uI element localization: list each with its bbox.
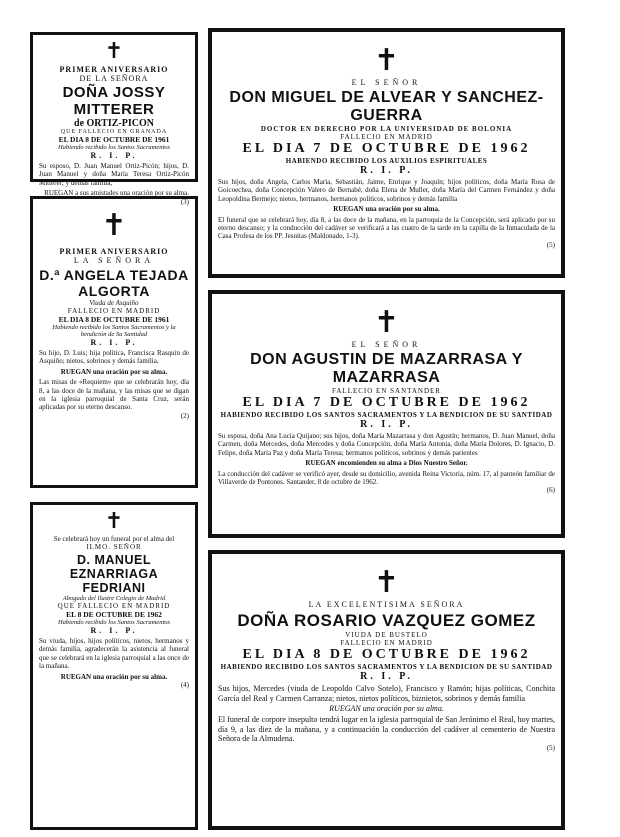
notice-body-2: El funeral de corpore insepulto tendrá lugar en la iglesia parroquial de San Jerónimo el Real, hoy martes, día 9, a las diez de la mañana, y a continuación la conducción del cadáver al cementerio de Nuestra Señora de la Almudena. (218, 715, 555, 744)
notice-body: Su esposa, doña Ana Lucia Quijano; sus hijos, doña María Mazarrasa y don Agustín; hermanos, D. Juan Manuel, doña Carmen, doña Mercedes, doña Mercedes y doña Concepción, doña María Antonia, doña María Dolores, D. Ignacio, D. Felipe, doña María Paz y doña María Teresa; hermanos políticos, sobrinos y demás parientes (218, 432, 555, 457)
notice-heading: PRIMER ANIVERSARIO (59, 65, 169, 74)
notice-ruegan: RUEGAN una oración por su alma. (333, 205, 440, 214)
notice-date: EL DIA 8 DE OCTUBRE DE 1961 (58, 315, 170, 324)
notice-number: (5) (546, 743, 555, 752)
notice-name-2: FEDRIANI (82, 581, 146, 595)
notice-body: Sus hijos, doña Angela, Carlos María, Sebastián, Jaime, Enrique y Joaquín; hijos políticos, doña María Rosa de Goicoechea, doña Concepción Valero de Bernabé, doña Elena de Muller, doña María del Carmen Fernández y doña Leopoldina Bermejo; nietos, hermanos, hermanos políticos, sobrinos y demás familia (218, 178, 555, 203)
notice-note: Habiendo recibido los Santos Sacramentos (57, 144, 171, 151)
notice-tejada (30, 196, 198, 488)
notice-number: (3) (180, 197, 189, 206)
notice-number: (6) (546, 486, 555, 495)
notice-number: (5) (546, 240, 555, 249)
notice-fallecio: QUE FALLECIO EN MADRID (57, 602, 171, 610)
notice-ruegan: RUEGAN una oración por su alma. (60, 367, 168, 376)
notice-heading: Se celebrará hoy un funeral por el alma del (53, 535, 175, 543)
notice-ruegan: RUEGAN a sus amistades una oración por su alma. (44, 189, 189, 198)
notice-sub: LA SEÑORA (73, 256, 155, 265)
notice-name: DOÑA ROSARIO VAZQUEZ GOMEZ (237, 611, 536, 630)
notice-ruegan: RUEGAN encomienden su alma a Dios Nuestro Señor. (305, 459, 468, 468)
cross-icon: ✝ (373, 565, 400, 600)
notice-note: HABIENDO RECIBIDO LOS SANTOS SACRAMENTOS Y LA BENDICION DE SU SANTIDAD (220, 411, 553, 419)
notice-note: Habiendo recibido los Santos Sacramentos y la bendición de Su Santidad (52, 324, 176, 338)
notice-number: (2) (180, 411, 189, 420)
notice-ruegan: RUEGAN una oración por su alma. (60, 672, 168, 681)
cross-icon: ✝ (104, 509, 124, 534)
notice-note: Habiendo recibido los Santos Sacramentos (57, 619, 171, 626)
notice-rip: R. I. P. (360, 671, 413, 682)
notice-body-2: Las misas de «Requiem» que se celebrarán hoy, día 8, a las doce de la mañana, y las misas que se digan en la iglesia parroquial de Santa Cruz, serán aplicadas por su eterno descanso. (39, 378, 189, 412)
notice-rip: R. I. P. (90, 151, 138, 160)
notice-fallecio: FALLECIO EN MADRID (67, 307, 161, 315)
notice-heading: EL SEÑOR (351, 340, 422, 349)
notice-date: EL DIA 7 DE OCTUBRE DE 1962 (242, 395, 531, 410)
notice-heading: PRIMER ANIVERSARIO (59, 247, 169, 256)
notice-heading: LA EXCELENTISIMA SEÑORA (308, 600, 465, 609)
notice-note: HABIENDO RECIBIDO LOS SANTOS SACRAMENTOS Y LA BENDICION DE SU SANTIDAD (220, 663, 553, 671)
notice-body: Sus hijos, Mercedes (viuda de Leopoldo Calvo Sotelo), Francisco y Ramón; hijas políticas, Conchita García del Real y Carmen Carranza; nietos, nietos políticos, biznietos, sobrinos y demás familia (218, 684, 555, 703)
notice-mitterer (30, 32, 198, 206)
notice-eznarriaga (30, 502, 198, 830)
notice-info: Viuda de Asquiño (89, 299, 139, 307)
notice-number: (4) (180, 681, 189, 690)
notice-fallecio: FALLECIO EN MADRID (340, 639, 433, 647)
notice-sub: ILMO. SEÑOR (86, 543, 142, 551)
notice-name: DON AGUSTIN DE MAZARRASA Y MAZARRASA (250, 351, 523, 386)
notice-body: Su esposo, D. Juan Manuel Ortiz-Picón; hijos, D. Juan Manuel y doña María Teresa Ortiz-Picón Mitterer; y demás familia, (39, 162, 189, 187)
notice-body: Su hijo, D. Luis; hija política, Francisca Rasquin de Asquiño; nietos, sobrinos y demás familia, (39, 349, 189, 366)
notice-sub: DE LA SEÑORA (79, 74, 149, 83)
notice-mazarrasa (208, 290, 565, 538)
notice-info: VIUDA DE BUSTELO (345, 631, 428, 639)
notice-date: EL DIA 8 DE OCTUBRE DE 1962 (242, 647, 531, 662)
notice-note: HABIENDO RECIBIDO LOS AUXILIOS ESPIRITUALES (285, 157, 488, 165)
notice-heading: EL SEÑOR (351, 78, 422, 87)
notice-body-2: El funeral que se celebrará hoy, día 8, a las doce de la mañana, en la parroquia de la Concepción, será aplicado por su eterno descanso; y la conducción del cadáver se verificará a las cuatro de la tarde en la capilla de la Inmaculada de la Casa Profesa de los PP. Jesuitas (Maldonado, 1-3). (218, 215, 555, 241)
notice-ruegan: RUEGAN una oración por su alma. (329, 704, 444, 713)
notice-name: DOÑA JOSSY MITTERER (62, 84, 166, 118)
notice-fallecio: FALLECIO EN SANTANDER (332, 387, 441, 395)
notice-date: EL DIA 8 DE OCTUBRE DE 1961 (58, 135, 170, 144)
notice-rip: R. I. P. (360, 419, 413, 430)
notice-info: Abogado del Ilustre Colegio de Madrid (62, 595, 166, 602)
notice-body-2: La conducción del cadáver se verificó ayer, desde su domicilio, avenida Reina Victoria, núm. 17, al panteón familiar de Villaverde de Pontones. Santander, 8 de octubre de 1962. (218, 469, 555, 487)
cross-icon: ✝ (373, 43, 400, 78)
notice-info: QUE FALLECIO EN GRANADA (60, 129, 168, 135)
notice-alvear (208, 28, 565, 278)
notice-name-2: ALGORTA (78, 283, 150, 299)
notice-name: D. MANUEL EZNARRIAGA (69, 553, 159, 581)
notice-vazquez (208, 550, 565, 830)
notice-date: EL 8 DE OCTUBRE DE 1962 (66, 610, 162, 619)
notice-name-2: de ORTIZ-PICON (74, 118, 154, 129)
cross-icon: ✝ (373, 305, 400, 340)
notice-rip: R. I. P. (360, 165, 413, 176)
notice-rip: R. I. P. (90, 626, 138, 635)
notice-date: EL DIA 7 DE OCTUBRE DE 1962 (242, 141, 531, 156)
cross-icon: ✝ (101, 208, 127, 243)
notice-info: DOCTOR EN DERECHO POR LA UNIVERSIDAD DE BOLONIA (260, 125, 513, 133)
notice-name: D.ª ANGELA TEJADA (39, 267, 189, 283)
cross-icon: ✝ (104, 39, 124, 64)
notice-body: Su viuda, hijos, hijos políticos, nietos, hermanos y demás familia, agradecerán la asistencia al funeral que se celebrará en la iglesia parroquial a las once de la mañana. (39, 637, 189, 671)
notice-rip: R. I. P. (90, 338, 138, 347)
notice-fallecio: FALLECIO EN MADRID (340, 133, 433, 141)
notice-name: DON MIGUEL DE ALVEAR Y SANCHEZ-GUERRA (229, 89, 544, 124)
